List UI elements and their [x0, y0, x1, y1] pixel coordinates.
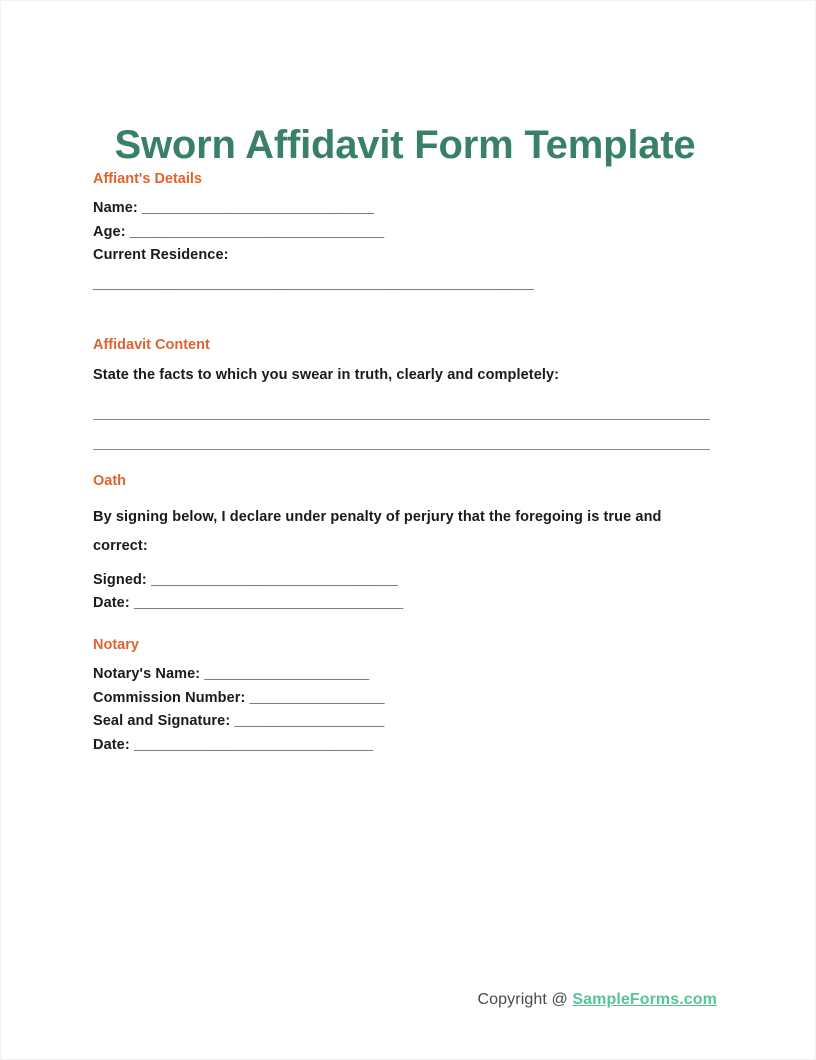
affidavit-content-instruction: State the facts to which you swear in truth, clearly and completely:	[93, 367, 560, 384]
footer-copyright	[93, 991, 717, 1009]
field-name	[93, 201, 717, 216]
field-current-residence-label-row	[93, 248, 717, 263]
field-signed-label: Signed:	[93, 571, 151, 588]
field-age-blank[interactable]: __________________________________	[129, 223, 384, 240]
field-notary-name	[93, 667, 717, 682]
field-notary-name-label: Notary's Name:	[93, 666, 205, 683]
field-current-residence-label: Current Residence:	[93, 247, 229, 264]
field-seal-and-signature	[93, 714, 717, 729]
field-name-blank[interactable]: _______________________________	[141, 200, 374, 217]
field-current-residence-blank[interactable]: ___________________________________________________________	[93, 275, 534, 292]
field-commission-number	[93, 691, 717, 706]
brand-link[interactable]: SampleForms.com	[572, 991, 717, 1008]
field-age-label: Age:	[93, 223, 130, 240]
writing-line[interactable]	[93, 419, 710, 420]
affidavit-content-writing-area[interactable]	[93, 419, 717, 450]
field-current-residence-blank-row	[93, 277, 717, 292]
section-heading-affidavit-content: Affidavit Content	[93, 337, 210, 353]
writing-line[interactable]	[93, 449, 710, 450]
field-oath-date	[93, 596, 717, 611]
field-notary-date-blank[interactable]: ________________________________	[133, 736, 373, 753]
section-heading-oath: Oath	[93, 473, 127, 489]
field-signed-blank[interactable]: _________________________________	[151, 571, 398, 588]
field-notary-date	[93, 738, 717, 753]
section-notary	[93, 637, 717, 761]
copyright-text: Copyright @	[477, 991, 573, 1008]
field-notary-date-label: Date:	[93, 736, 134, 753]
field-seal-and-signature-label: Seal and Signature:	[93, 713, 235, 730]
field-oath-date-blank[interactable]: ____________________________________	[133, 595, 403, 612]
section-affidavit-content	[93, 337, 717, 450]
field-commission-number-label: Commission Number:	[93, 689, 250, 706]
field-oath-date-label: Date:	[93, 595, 134, 612]
field-commission-number-blank[interactable]: __________________	[249, 689, 384, 706]
field-signed	[93, 573, 717, 588]
section-affiant-details	[93, 171, 717, 300]
section-heading-notary: Notary	[93, 637, 139, 653]
oath-declaration-text: By signing below, I declare under penalty of perjury that the foregoing is true and correct:	[93, 509, 662, 554]
section-heading-affiant-details: Affiant's Details	[93, 171, 202, 187]
page-title: Sworn Affidavit Form Template	[114, 122, 696, 167]
section-oath	[93, 473, 717, 620]
field-seal-and-signature-blank[interactable]: ____________________	[234, 713, 384, 730]
field-age	[93, 225, 717, 240]
field-notary-name-blank[interactable]: ______________________	[204, 666, 369, 683]
field-name-label: Name:	[93, 200, 142, 217]
